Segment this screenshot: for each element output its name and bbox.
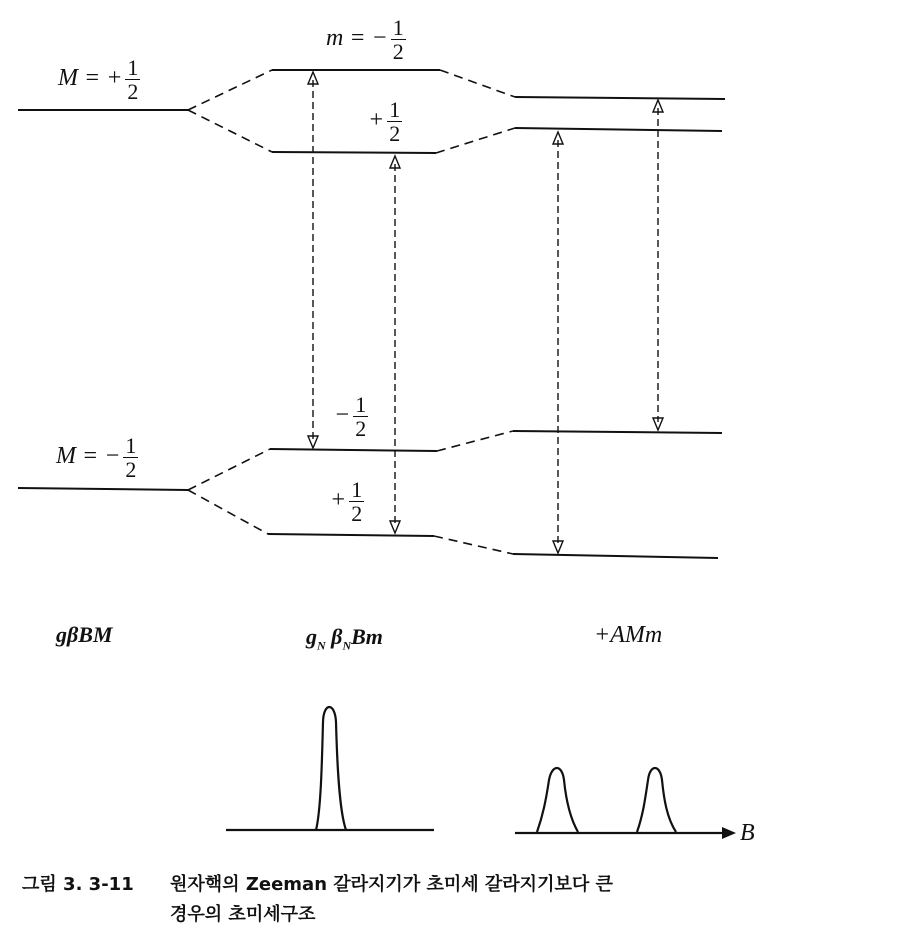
figure-caption bbox=[22, 870, 613, 930]
shift-line-lower-b bbox=[434, 536, 513, 554]
level-upper-right-a bbox=[515, 97, 725, 99]
label-m-plus-half-top: + $\frac{1}{2}$ bbox=[368, 97, 401, 147]
transition-arrow-3 bbox=[553, 132, 563, 553]
level-lower-right-b bbox=[513, 554, 718, 558]
level-upper-m-plus bbox=[272, 152, 436, 153]
label-M-plus-half: M = + $\frac{1}{2}$ bbox=[58, 55, 139, 105]
term-electron-zeeman: gβBM bbox=[56, 622, 113, 647]
spectrum-peak-doublet-2 bbox=[637, 768, 676, 832]
shift-line-upper-a bbox=[440, 70, 515, 97]
split-line-lower-b bbox=[188, 490, 268, 534]
level-lower-m-plus bbox=[268, 534, 434, 536]
label-m-plus-half-low: + $\frac{1}{2}$ bbox=[330, 477, 363, 527]
split-line-lower-a bbox=[188, 449, 270, 490]
spectrum-peak-single bbox=[316, 707, 346, 830]
spectrum-peak-doublet-1 bbox=[537, 768, 578, 832]
transition-arrow-1 bbox=[308, 72, 318, 448]
shift-line-upper-b bbox=[436, 128, 515, 153]
level-upper-right-b bbox=[515, 128, 722, 131]
level-lower-m-minus bbox=[270, 449, 437, 451]
split-line-upper-b bbox=[188, 110, 272, 152]
b-axis-label: B bbox=[740, 820, 755, 846]
term-hyperfine: +AMm bbox=[594, 622, 663, 648]
level-lower-right-a bbox=[513, 431, 722, 433]
caption-number: 그림 3. 3-11 bbox=[22, 874, 134, 895]
b-axis-arrowhead bbox=[722, 827, 736, 839]
label-M-minus-half: M = − $\frac{1}{2}$ bbox=[56, 433, 137, 483]
split-line-upper-a bbox=[188, 70, 272, 110]
caption-line-2: 경우의 초미세구조 bbox=[170, 904, 316, 925]
transition-arrow-4 bbox=[653, 100, 663, 430]
label-m-minus-half-top: m = − $\frac{1}{2}$ bbox=[326, 15, 404, 65]
caption-line-1: 원자핵의 Zeeman 갈라지기가 초미세 갈라지기보다 큰 bbox=[170, 874, 613, 895]
shift-line-lower-a bbox=[437, 431, 513, 451]
label-m-minus-half-low: − $\frac{1}{2}$ bbox=[334, 392, 367, 442]
transition-arrow-2 bbox=[390, 156, 400, 533]
level-lower-unsplit bbox=[18, 488, 188, 490]
term-nuclear-zeeman: $g_N$ $\beta_NBm$ bbox=[306, 624, 383, 653]
